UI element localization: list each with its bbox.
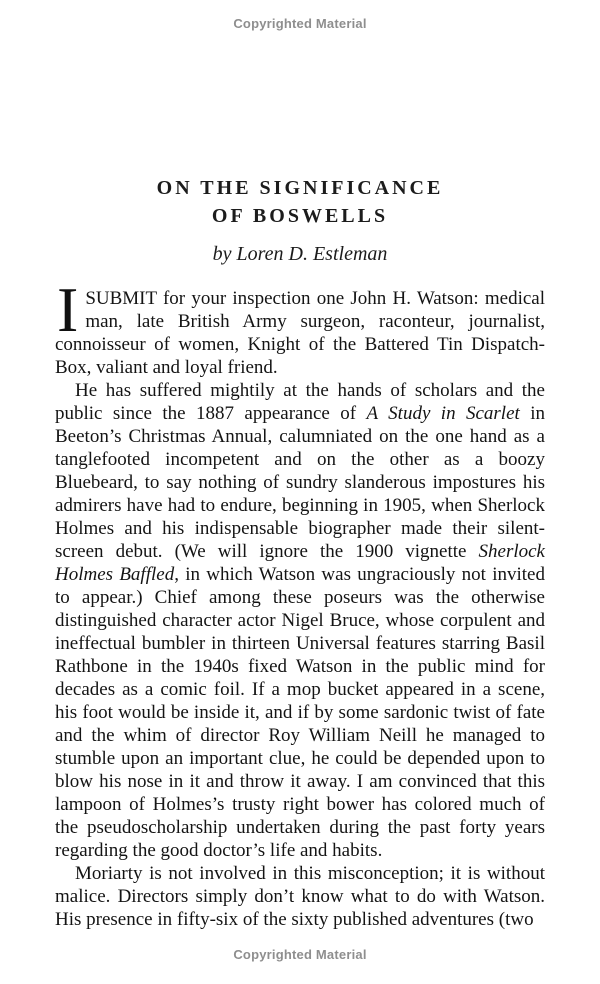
drop-cap: I xyxy=(57,274,79,345)
page-title xyxy=(55,174,545,230)
text-run: in Beeton’s Christmas Annual, calumniated on the one hand as a tanglefooted incompetent and on the other as a boozy Bluebeard, to say nothing of sundry slanderous impostures his admirers have had to endure, beginning in 1905, when Sherlock Holmes and his indispensable biographer made their silent-screen debut. (We will ignore the 1900 vignette xyxy=(55,403,546,562)
body-text xyxy=(55,274,546,931)
paragraph-1 xyxy=(55,274,545,379)
copyright-notice-bottom: Copyrighted Material xyxy=(233,947,367,962)
page-title-line-1: ON THE SIGNIFICANCE xyxy=(156,177,444,199)
paragraph-2 xyxy=(55,379,545,862)
essay-article xyxy=(55,174,545,931)
text-run: , in which Watson was ungraciously not invited to appear.) Chief among these poseurs was the otherwise distinguished character actor Nigel Bruce, whose corpulent and ineffectual bumbler in thirteen Universal features starring Basil Rathbone in the 1940s fixed Watson in the public mind for decades as a comic foil. If a mop bucket appeared in a scene, his foot would be inside it, and if by some sardonic twist of fate and the whim of director Roy William Neill he managed to stumble upon an important clue, he could be depended upon to blow his nose in it and throw it away. I am convinced that this lampoon of Holmes’s trusty right bower has colored much of the pseudoscholarship undertaken during the past forty years regarding the good doctor’s life and habits. xyxy=(55,564,545,861)
film-title-italic: Sherlock Holmes Baffled xyxy=(55,541,545,585)
byline: by Loren D. Estleman xyxy=(212,243,388,265)
text-run: Moriarty is not involved in this misconception; it is without malice. Directors simply don’t know what to do with Watson. His presence in fifty-six of the sixty published adventures (two xyxy=(55,863,545,930)
book-title-italic: A Study in Scarlet xyxy=(366,403,520,424)
page-title-line-2: OF BOSWELLS xyxy=(211,205,389,227)
copyright-notice-top: Copyrighted Material xyxy=(233,16,367,31)
text-run: He has suffered mightily at the hands of scholars and the public since the 1887 appearance of xyxy=(55,380,545,424)
paragraph-3 xyxy=(55,862,545,931)
text-run: SUBMIT for your inspection one John H. Watson: medical man, late British Army surgeon, raconteur, journalist, connoisseur of women, Knight of the Battered Tin Dispatch-Box, valiant and loyal friend. xyxy=(55,288,545,378)
